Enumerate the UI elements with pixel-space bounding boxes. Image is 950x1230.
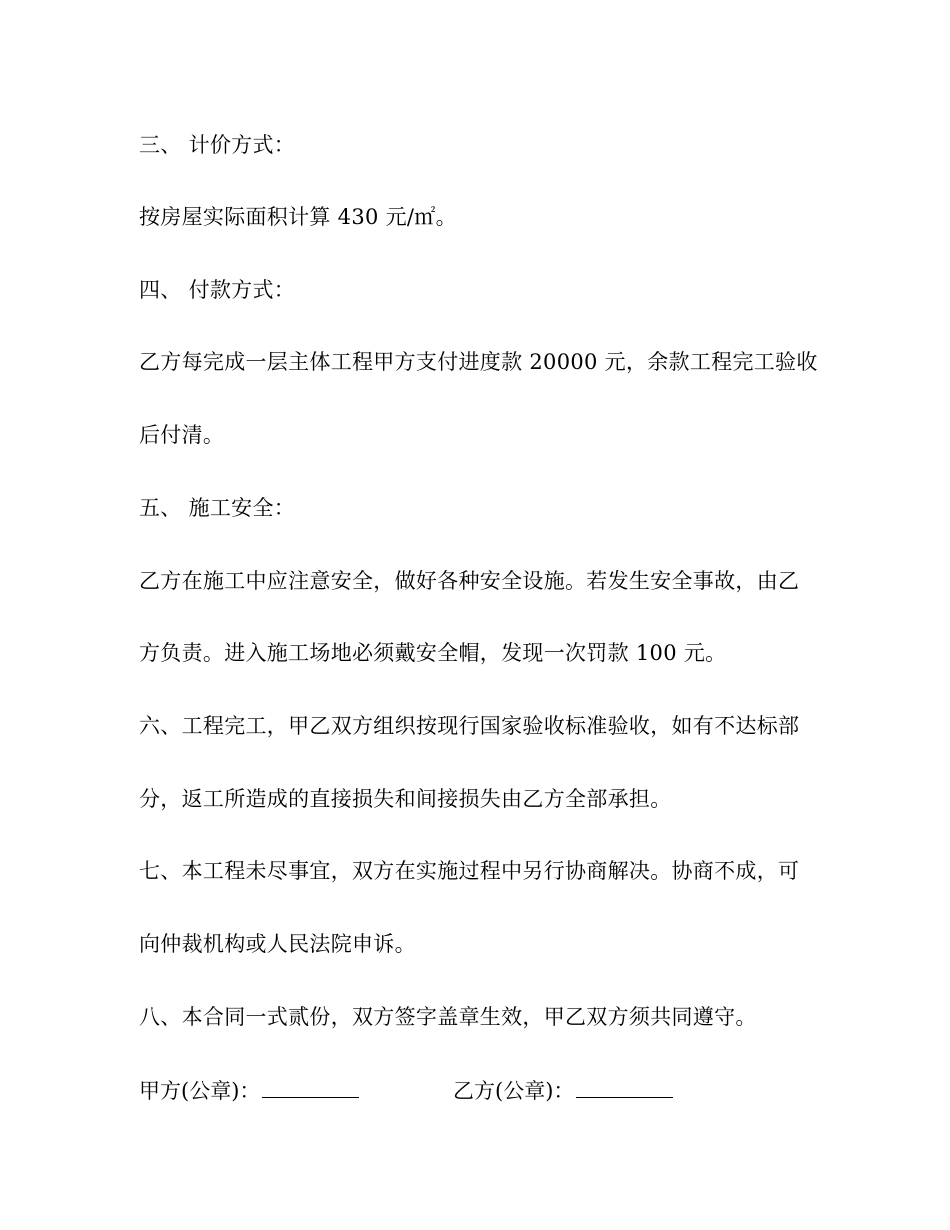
section-7-line-1: 七、本工程未尽事宜，双方在实施过程中另行协商解决。协商不成，可 [139,859,800,883]
party-a-signature [139,1075,359,1105]
section-4-heading: 四、 付款方式： [139,278,296,302]
safety-text-line-1: 乙方在施工中应注意安全，做好各种安全设施。若发生安全事故，由乙 [139,569,800,593]
section-7-line-2: 向仲裁机构或人民法院申诉。 [139,932,416,956]
section-6-line-2: 分，返工所造成的直接损失和间接损失由乙方全部承担。 [139,787,672,811]
payment-text-line-2: 后付清。 [139,423,225,447]
section-8-text: 八、本合同一式贰份，双方签字盖章生效，甲乙双方须共同遵守。 [139,1005,757,1029]
safety-text-line-2: 方负责。进入施工场地必须戴安全帽，发现一次罚款 100 元。 [139,641,727,665]
section-5-heading: 五、 施工安全： [139,496,296,520]
section-6-line-1: 六、工程完工，甲乙双方组织按现行国家验收标准验收，如有不达标部 [139,714,800,738]
payment-text-line-1: 乙方每完成一层主体工程甲方支付进度款 20000 元，余款工程完工验收 [139,350,818,374]
party-a-signature-line [262,1075,359,1098]
signature-row [139,1075,839,1103]
party-a-label: 甲方(公章)： [139,1079,261,1103]
pricing-method-text: 按房屋实际面积计算 430 元/㎡。 [139,205,457,229]
party-b-label: 乙方(公章)： [453,1079,575,1103]
party-b-signature-line [576,1075,673,1098]
section-3-heading: 三、 计价方式： [139,133,296,157]
party-b-signature [453,1075,673,1105]
